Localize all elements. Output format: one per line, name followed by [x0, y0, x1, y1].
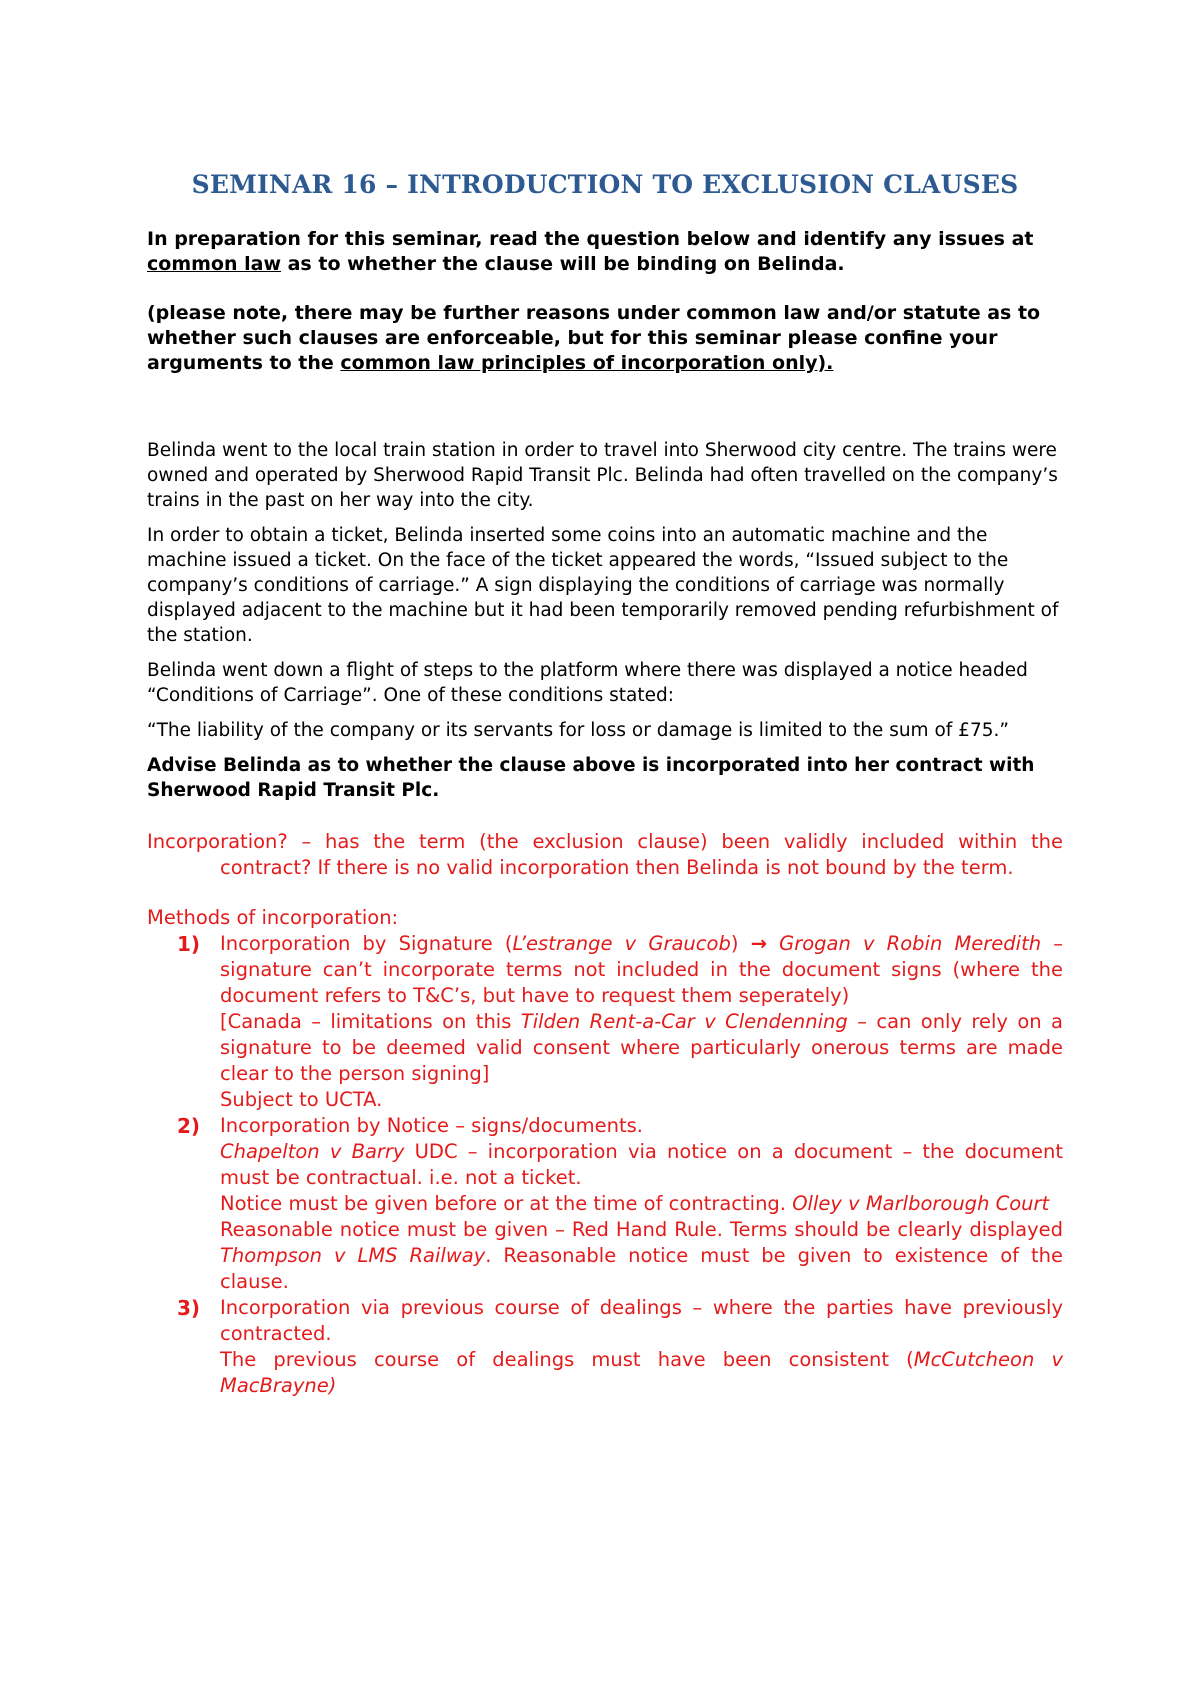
scenario-paragraph-2: In order to obtain a ticket, Belinda inserted some coins into an automatic machine and the machine issued a ticket. On the face of the ticket appeared the words, “Issued subject to the company’s conditions of carriage.” A sign displaying the conditions of carriage was normally displayed adjacent to the machine but it had been temporarily removed pending refurbishment of the station.: [147, 525, 1059, 646]
signature-canada-note: [Canada – limitations on this Tilden Rent-a-Car v Clendenning – can only rely on a signature to be deemed valid consent where particularly onerous terms are made clear to the person signing]: [220, 1010, 1063, 1085]
scenario-paragraph-3: Belinda went down a flight of steps to the platform where there was displayed a notice headed “Conditions of Carriage”. One of these conditions stated:: [147, 660, 1028, 706]
notice-text: Incorporation by Notice – signs/documents.: [220, 1114, 643, 1137]
list-number: 2): [177, 1114, 201, 1138]
case-name: Tilden Rent-a-Car v Clendenning: [520, 1010, 848, 1033]
scenario-paragraph-1: Belinda went to the local train station in order to travel into Sherwood city centre. The trains were owned and operated by Sherwood Rapid Transit Plc. Belinda had often travelled on the company’s trains in the past on her way into the city.: [147, 440, 1058, 511]
notice-chapelton: Chapelton v Barry UDC – incorporation via notice on a document – the document must be contractual. i.e. not a ticket.: [220, 1140, 1063, 1189]
case-name: Olley v Marlborough Court: [792, 1192, 1050, 1215]
scenario-question: Advise Belinda as to whether the clause above is incorporated into her contract with Sherwood Rapid Transit Plc.: [147, 755, 1035, 801]
list-number: 1): [177, 932, 201, 956]
case-name: Thompson v LMS Railway: [220, 1244, 486, 1267]
signature-text: Incorporation by Signature (L’estrange v Graucob) → Grogan v Robin Meredith – signature can’t incorporate terms not included in the document signs (where the document refers to T&C’s, but have to request them seperately): [220, 932, 1064, 1007]
case-name: Chapelton v Barry: [220, 1140, 405, 1163]
notice-reasonable: Reasonable notice must be given – Red Hand Rule. Terms should be clearly displayed Thompson v LMS Railway. Reasonable notice must be given to existence of the clause.: [220, 1218, 1063, 1293]
instructions-paragraph-1: In preparation for this seminar, read the question below and identify any issues at common law as to whether the clause will be binding on Belinda.: [147, 228, 1034, 275]
notes-incorporation: Incorporation? – has the term (the exclusion clause) been validly included within the contract? If there is no valid incorporation then Belinda is not bound by the term.: [147, 830, 1063, 879]
signature-ucta-note: Subject to UCTA.: [220, 1088, 383, 1111]
case-name: McCutcheon v MacBrayne: [220, 1348, 1063, 1397]
instructions-paragraph-2: (please note, there may be further reasons under common law and/or statute as to whether such clauses are enforceable, but for this seminar please confine your arguments to the common law principles of incorporation only).: [147, 302, 1041, 374]
case-name: Grogan v Robin Meredith: [779, 932, 1042, 955]
scenario-clause-quote: “The liability of the company or its servants for loss or damage is limited to the sum of £75.”: [147, 720, 1009, 741]
dealings-consistent: The previous course of dealings must have been consistent (McCutcheon v MacBrayne): [220, 1348, 1063, 1397]
case-name: L’estrange v Graucob: [512, 932, 731, 955]
notice-timing: Notice must be given before or at the time of contracting. Olley v Marlborough Court: [220, 1192, 1050, 1215]
document-content: [147, 170, 1063, 1399]
page-title: SEMINAR 16 – INTRODUCTION TO EXCLUSION CLAUSES: [191, 170, 1019, 199]
list-number: 3): [177, 1296, 201, 1320]
list-item-dealings: [147, 1295, 1063, 1399]
arrow-icon: →: [750, 932, 767, 955]
notes-methods-heading: Methods of incorporation:: [147, 906, 399, 929]
dealings-text: Incorporation via previous course of dealings – where the parties have previously contracted.: [220, 1296, 1063, 1345]
list-item-signature: [147, 931, 1063, 1113]
list-item-notice: [147, 1113, 1063, 1295]
